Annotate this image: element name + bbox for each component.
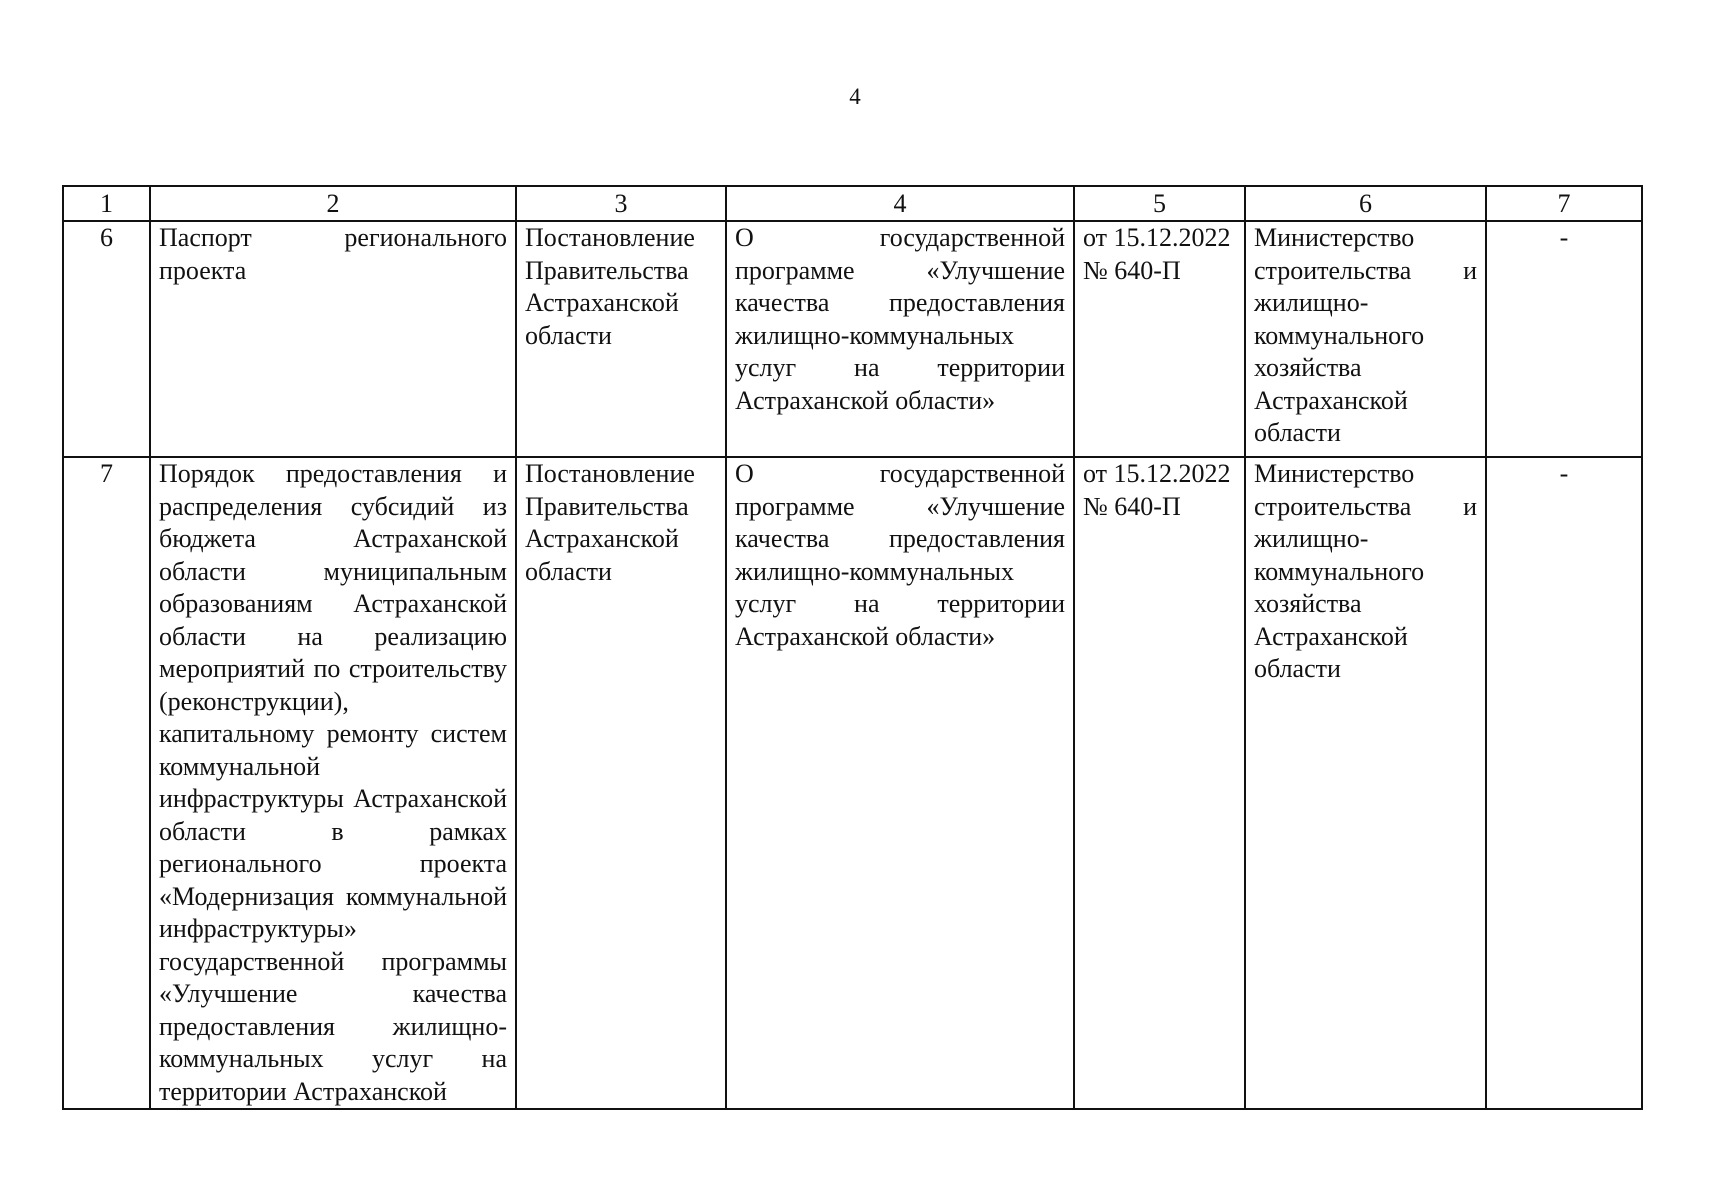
act-date-number bbox=[1074, 221, 1245, 457]
responsible-body: Министерство строительства и жилищно-коммунального хозяйства Астраханской области bbox=[1245, 457, 1486, 1109]
responsible-body: Министерство строительства и жилищно-коммунального хозяйства Астраханской области bbox=[1245, 221, 1486, 457]
act-number: № 640-П bbox=[1083, 255, 1181, 285]
act-type: Постановление Правительства Астраханской области bbox=[516, 457, 726, 1109]
column-header-4: 4 bbox=[726, 186, 1074, 221]
act-date: от 15.12.2022 bbox=[1083, 223, 1231, 252]
act-title: О государственной программе «Улучшение качества предоставления жилищно-коммунальных услуг на территории Астраханской области» bbox=[726, 457, 1074, 1109]
act-number: № 640-П bbox=[1083, 491, 1181, 521]
table-row bbox=[63, 221, 1642, 457]
document-name: Паспорт регионального проекта bbox=[150, 221, 516, 457]
column-header-6: 6 bbox=[1245, 186, 1486, 221]
column-header-1: 1 bbox=[63, 186, 150, 221]
act-title: О государственной программе «Улучшение качества предоставления жилищно-коммунальных услуг на территории Астраханской области» bbox=[726, 221, 1074, 457]
table-header-row bbox=[63, 186, 1642, 221]
column-header-3: 3 bbox=[516, 186, 726, 221]
column-header-2: 2 bbox=[150, 186, 516, 221]
document-name: Порядок предоставления и распределения субсидий из бюджета Астраханской области муниципальным образованиям Астраханской области на реализацию мероприятий по строительству (реконструкции), капитальному ремонту систем коммунальной инфраструктуры Астраханской области в рамках регионального проекта «Модернизация коммунальной инфраструктуры» государственной программы «Улучшение качества предоставления жилищно-коммунальных услуг на территории Астраханской bbox=[150, 457, 516, 1109]
documents-table bbox=[62, 185, 1643, 1110]
act-type: Постановление Правительства Астраханской области bbox=[516, 221, 726, 457]
row-number: 6 bbox=[63, 221, 150, 457]
note: - bbox=[1486, 221, 1642, 457]
act-date-number bbox=[1074, 457, 1245, 1109]
act-date: от 15.12.2022 bbox=[1083, 459, 1231, 488]
page-number: 4 bbox=[849, 84, 861, 109]
note: - bbox=[1486, 457, 1642, 1109]
table-row bbox=[63, 457, 1642, 1109]
row-number: 7 bbox=[63, 457, 150, 1109]
column-header-7: 7 bbox=[1486, 186, 1642, 221]
column-header-5: 5 bbox=[1074, 186, 1245, 221]
